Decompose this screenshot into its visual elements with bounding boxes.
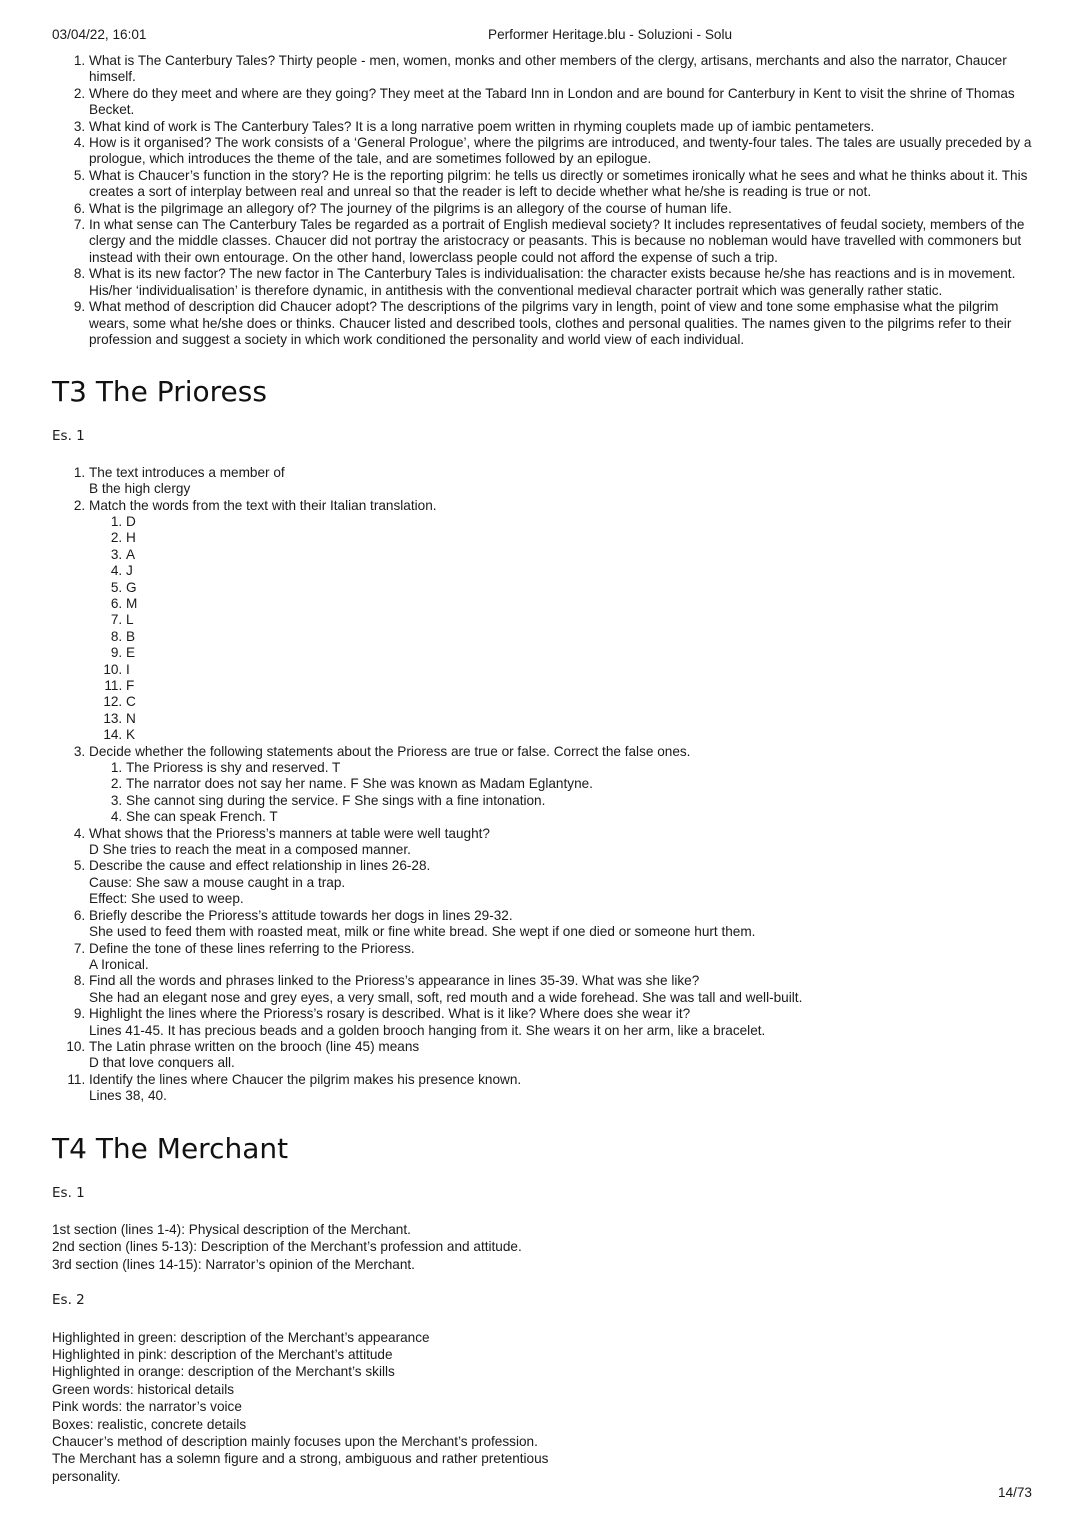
- answer: B the high clergy: [89, 481, 191, 497]
- t4-es1-answers: [52, 1221, 1042, 1273]
- list-item: [89, 908, 1042, 941]
- text-line: Boxes: realistic, concrete details: [52, 1416, 247, 1432]
- question: 1. The text introduces a member of: [89, 464, 285, 480]
- answer: D She tries to reach the meat in a composed manner.: [89, 842, 411, 858]
- question: 4. What shows that the Prioress’s manners at table were well taught?: [89, 825, 490, 841]
- answer: A Ironical.: [89, 956, 149, 972]
- t3-question-list: [52, 465, 1042, 1105]
- list-item: [89, 465, 1042, 498]
- list-item: 8. What is its new factor? The new factor in The Canterbury Tales is individualisation: the character exists because he/she has reactions and is in movement. His/her ‘individualisation’ is therefore dynamic, in antithesis with the conventional medieval character portrait which was generally rather static.: [89, 266, 1042, 299]
- list-item: [89, 744, 1042, 826]
- question: 3. Decide whether the following statements about the Prioress are true or false. Correct the false ones.: [89, 743, 691, 759]
- text-line: Highlighted in pink: description of the Merchant’s attitude: [52, 1347, 393, 1362]
- text-line: Highlighted in green: description of the Merchant’s appearance: [52, 1329, 430, 1345]
- match-item: 2. H: [126, 530, 1042, 546]
- match-item: 9. E: [126, 645, 1042, 661]
- text-line: Highlighted in orange: description of the Merchant’s skills: [52, 1364, 395, 1380]
- list-item: [89, 941, 1042, 974]
- match-item: 3. A: [126, 547, 1042, 563]
- t4-es2-answers: [52, 1329, 1042, 1486]
- list-item: [89, 973, 1042, 1006]
- answer: Cause: She saw a mouse caught in a trap.: [89, 874, 346, 890]
- answer: She had an elegant nose and grey eyes, a very small, soft, red mouth and a wide forehead. She was tall and well-built.: [89, 989, 803, 1005]
- list-item: 9. What method of description did Chaucer adopt? The descriptions of the pilgrims vary in length, point of view and tone some emphasise what the pilgrim wears, some what he/she does or thinks. Chaucer listed and described tools, clothes and personal qualities. The names given to the pilgrims refer to their profession and suggest a society in which work conditioned the personality and world view of each individual.: [89, 299, 1042, 348]
- list-item: [89, 826, 1042, 859]
- question: 6. Briefly describe the Prioress’s attitude towards her dogs in lines 29-32.: [89, 907, 513, 923]
- question: 11. Identify the lines where Chaucer the pilgrim makes his presence known.: [89, 1071, 522, 1087]
- section-heading-t4: T4 The Merchant: [52, 1131, 289, 1165]
- list-item: [89, 1072, 1042, 1105]
- list-item: 7. In what sense can The Canterbury Tales be regarded as a portrait of English medieval society? It includes representatives of feudal society, members of the clergy and the middle classes. Chaucer did not portray the aristocracy or peasants. This is because no nobleman would have travelled with commoners but instead with their own entourage. On the other hand, lowerclass people could not afford the expense of such a trip.: [89, 217, 1042, 266]
- list-item: 3. What kind of work is The Canterbury Tales? It is a long narrative poem written in rhyming couplets made up of iambic pentameters.: [89, 119, 1042, 135]
- text-line: 2nd section (lines 5-13): Description of the Merchant’s profession and attitude.: [52, 1239, 522, 1255]
- question: 2. Match the words from the text with their Italian translation.: [89, 497, 437, 513]
- match-item: 6. M: [126, 596, 1042, 612]
- question: 7. Define the tone of these lines referring to the Prioress.: [89, 940, 415, 956]
- page-number: 14/73: [997, 1484, 1032, 1500]
- match-item: 7. L: [126, 612, 1042, 628]
- statement-item: 1. The Prioress is shy and reserved. T: [126, 760, 1042, 776]
- document-title: Performer Heritage.blu - Soluzioni - Solu: [488, 27, 733, 42]
- list-item: 2. Where do they meet and where are they going? They meet at the Tabard Inn in London and are bound for Canterbury in Kent to visit the shrine of Thomas Becket.: [89, 86, 1042, 119]
- list-item: [89, 858, 1042, 907]
- exercise-label: Es. 1: [52, 1184, 85, 1201]
- question: 5. Describe the cause and effect relationship in lines 26-28.: [89, 858, 431, 874]
- text-line: 3rd section (lines 14-15): Narrator’s opinion of the Merchant.: [52, 1256, 415, 1272]
- match-item: 12. C: [126, 694, 1042, 710]
- true-false-list: [89, 760, 1042, 826]
- section-heading-t3: T3 The Prioress: [52, 375, 267, 409]
- statement-item: 3. She cannot sing during the service. F She sings with a fine intonation.: [126, 793, 1042, 809]
- answer: Lines 38, 40.: [89, 1088, 167, 1104]
- list-item: 5. What is Chaucer’s function in the story? He is the reporting pilgrim: he tells us directly or sometimes ironically what he sees and what he thinks about it. This creates a sort of interplay between real and unreal so that the reader is left to decide whether what he/she is reading is true or not.: [89, 168, 1042, 201]
- text-line: The Merchant has a solemn figure and a strong, ambiguous and rather pretentious: [52, 1451, 549, 1467]
- list-item: 1. What is The Canterbury Tales? Thirty people - men, women, monks and other members of the clergy, artisans, merchants and also the narrator, Chaucer himself.: [89, 53, 1042, 86]
- text-line: Pink words: the narrator’s voice: [52, 1399, 242, 1415]
- match-item: 5. G: [126, 580, 1042, 596]
- match-item: 1. D: [126, 514, 1042, 530]
- question: 9. Highlight the lines where the Prioress’s rosary is described. What is it like? Where does she wear it?: [89, 1006, 691, 1022]
- statement-item: 4. She can speak French. T: [126, 809, 1042, 825]
- intro-question-list: [52, 53, 1042, 348]
- exercise-label: Es. 1: [52, 428, 85, 445]
- list-item: [89, 498, 1042, 744]
- match-item: 13. N: [126, 711, 1042, 727]
- match-item: 4. J: [126, 563, 1042, 579]
- page-header: [52, 27, 1028, 45]
- question: 8. Find all the words and phrases linked to the Prioress’s appearance in lines 35-39. What was she like?: [89, 973, 700, 989]
- match-item: 8. B: [126, 629, 1042, 645]
- document-body: [52, 53, 1042, 1485]
- match-list: [89, 514, 1042, 744]
- answer: D that love conquers all.: [89, 1055, 235, 1071]
- print-date: 03/04/22, 16:01: [52, 27, 147, 42]
- answer: Effect: She used to weep.: [89, 891, 244, 907]
- match-item: 14. K: [126, 727, 1042, 743]
- answer: Lines 41-45. It has precious beads and a golden brooch hanging from it. She wears it on her arm, like a bracelet.: [89, 1022, 766, 1038]
- statement-item: 2. The narrator does not say her name. F She was known as Madam Eglantyne.: [126, 776, 1042, 792]
- list-item: 6. What is the pilgrimage an allegory of? The journey of the pilgrims is an allegory of the course of human life.: [89, 201, 1042, 217]
- text-line: personality.: [52, 1468, 121, 1484]
- text-line: Green words: historical details: [52, 1381, 235, 1397]
- match-item: 10. I: [126, 662, 1042, 678]
- list-item: [89, 1006, 1042, 1039]
- list-item: 4. How is it organised? The work consists of a ‘General Prologue’, where the pilgrims are introduced, and twenty-four tales. The tales are usually preceded by a prologue, which introduces the theme of the tale, and are sometimes followed by an epilogue.: [89, 135, 1042, 168]
- match-item: 11. F: [126, 678, 1042, 694]
- question: 10. The Latin phrase written on the brooch (line 45) means: [89, 1038, 420, 1054]
- text-line: 1st section (lines 1-4): Physical description of the Merchant.: [52, 1221, 411, 1237]
- text-line: Chaucer’s method of description mainly focuses upon the Merchant’s profession.: [52, 1434, 538, 1450]
- list-item: [89, 1039, 1042, 1072]
- exercise-label: Es. 2: [52, 1292, 85, 1309]
- answer: She used to feed them with roasted meat, milk or fine white bread. She wept if one died or someone hurt them.: [89, 924, 756, 940]
